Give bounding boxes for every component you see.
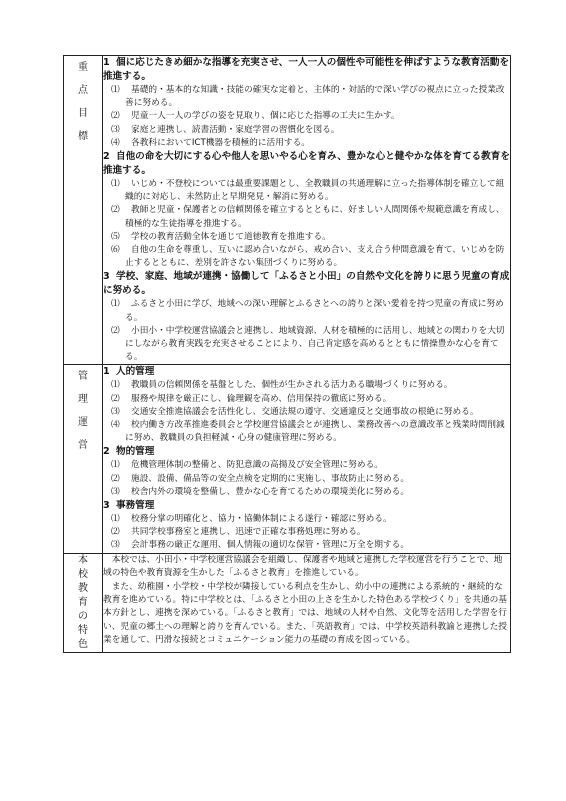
management-item: ⑵ 服務や規律を厳正にし、倫理観を高め、信用保持の徹底に努める。 — [111, 393, 392, 404]
goals-label-char: 重 — [78, 62, 88, 73]
goal-item: ⑶ 家庭と連携し、読書活動・家庭学習の習慣化を図る。 — [111, 124, 340, 135]
goal-heading: 3 学校、家庭、地域が連携・協働して「ふるさと小田」の自然や文化を誇りに思う児童の育成に努める。 — [103, 271, 510, 297]
management-item: ⑵ 共同学校事務室と連携し、迅速で正確な事務処理に努める。 — [111, 527, 366, 538]
management-item: ⑶ 校舎内外の環境を整備し、豊かな心を育てるための環境美化に努める。 — [111, 486, 409, 497]
features-label-char: 本 — [78, 554, 88, 566]
management-heading: 2 物的管理 — [103, 446, 155, 458]
goal-item: ⑴ ふるさと小田に学び、地域への深い理解とふるさとへの誇りと深い愛着を持つ児童の育成に努める。 — [111, 299, 504, 323]
management-row — [64, 365, 511, 553]
management-label-char: 理 — [78, 394, 88, 406]
goal-item: ⑷ 各教科においてICT機器を積極的に活用する。 — [111, 137, 310, 148]
features-label-char: 特 — [78, 624, 88, 636]
features-label-char: 校 — [78, 568, 88, 580]
goal-item: ⑹ 自他の生命を尊重し、互いに認め合いながら、戒め合い、支え合う仲間意識を育て、いじめを防止するとともに、差別を許さない集団づくりに努める。 — [111, 245, 505, 269]
management-label-char: 営 — [78, 440, 88, 452]
goal-item: ⑵ 児童一人一人の学びの姿を見取り、個に応じた指導の工夫に生かす。 — [111, 111, 400, 122]
goal-item: ⑸ 学校の教育活動全体を通じて道徳教育を推進する。 — [111, 231, 331, 242]
management-item: ⑷ 校内働き方改革推進委員会と学校運営協議会とが連携し、業務改善への意識改革と残業時間削減に努め、教職員の負担軽減・心身の健康管理に努める。 — [111, 420, 505, 444]
management-content — [103, 365, 511, 553]
goal-item: ⑵ 教師と児童・保護者との信頼関係を確立するとともに、好ましい人間関係や規範意識を育成し、積極的な生徒指導を推進する。 — [111, 205, 505, 229]
goal-item: ⑵ 小田小・中学校運営協議会と連携し、地域資源、人材を積極的に活用し、地域との関わりを大切にしながら教育実践を充実させることにより、自己肯定感を高めるとともに情操豊かな心を育てる。 — [111, 325, 505, 363]
features-label-char: 教 — [78, 582, 88, 594]
goals-label-char: 標 — [78, 131, 88, 142]
management-label — [64, 365, 103, 553]
goals-label-char: 目 — [78, 108, 88, 119]
features-label-char: 色 — [78, 638, 88, 650]
features-row — [64, 553, 511, 652]
management-heading: 1 人的管理 — [103, 366, 155, 378]
goal-item: ⑴ 基礎的・基本的な知識・技能の確実な定着と、主体的・対話的で深い学びの視点に立った授業改善に努める。 — [111, 85, 505, 109]
management-item: ⑴ 校務分掌の明確化と、協力・協働体制による遂行・確認に努める。 — [111, 514, 392, 525]
features-label — [64, 553, 103, 652]
features-label-char: の — [78, 610, 88, 622]
management-item: ⑶ 会計事務の厳正な運用、個人情報の適切な保管・管理に万全を期する。 — [111, 540, 409, 551]
school-plan-table — [63, 55, 511, 653]
features-paragraph: 本校では、小田小・中学校運営協議会を組織し、保護者や地域と連携した学校運営を行うことで、地域の特色や教育資源を生かした「ふるさと教育」を推進している。 — [103, 554, 503, 579]
management-heading: 3 事務管理 — [103, 500, 155, 512]
management-label-char: 運 — [78, 417, 88, 429]
management-item: ⑴ 教職員の信頼関係を基盤とした、個性が生かされる活力ある職場づくりに努める。 — [111, 380, 453, 391]
goal-heading: 2 自他の命を大切にする心や他人を思いやる心を育み、豊かな心と健やかな体を育てる教育を推進する。 — [103, 151, 510, 177]
goal-item: ⑴ いじめ・不登校については最重要課題とし、全教職員の共通理解に立った指導体制を確立して組織的に対応し、未然防止と早期発見・解消に努める。 — [111, 179, 505, 203]
goals-label-char: 点 — [78, 85, 88, 96]
goals-content — [103, 56, 511, 365]
management-item: ⑴ 危機管理体制の整備と、防犯意識の高揚及び安全管理に努める。 — [111, 460, 383, 471]
goal-heading: 1 個に応じたきめ細かな指導を充実させ、一人一人の個性や可能性を伸ばすような教育活動を推進する。 — [103, 57, 510, 82]
goals-row — [64, 56, 511, 365]
features-label-char: 育 — [78, 596, 88, 608]
management-item: ⑶ 交通安全推進協議会を活性化し、交通法規の遵守、交通違反と交通事故の根絶に努める。 — [111, 406, 479, 417]
management-item: ⑵ 施設、設備、備品等の安全点検を定期的に実施し、事故防止に努める。 — [111, 473, 409, 484]
features-paragraph: また、幼稚園・小学校・中学校が隣接している利点を生かし、幼小中の連携による系統的・継続的な教育を進めている。特に中学校とは、「ふるさと小田の上さを生かした特色ある学校づくり」を共通の基本方針とし、連携を深めている。「ふるさと教育」では、地域の人材や自然、文化等を活用した学習を行い、児童の郷土への理解と誇りを育んでいる。また、「英語教育」では、中学校英語科教諭と連携した授業を通して、円滑な接続とコミュニケーション能力の基礎の育成を図っている。 — [103, 581, 507, 646]
features-content — [103, 553, 511, 652]
management-label-char: 管 — [78, 371, 88, 383]
goals-label — [64, 56, 103, 365]
